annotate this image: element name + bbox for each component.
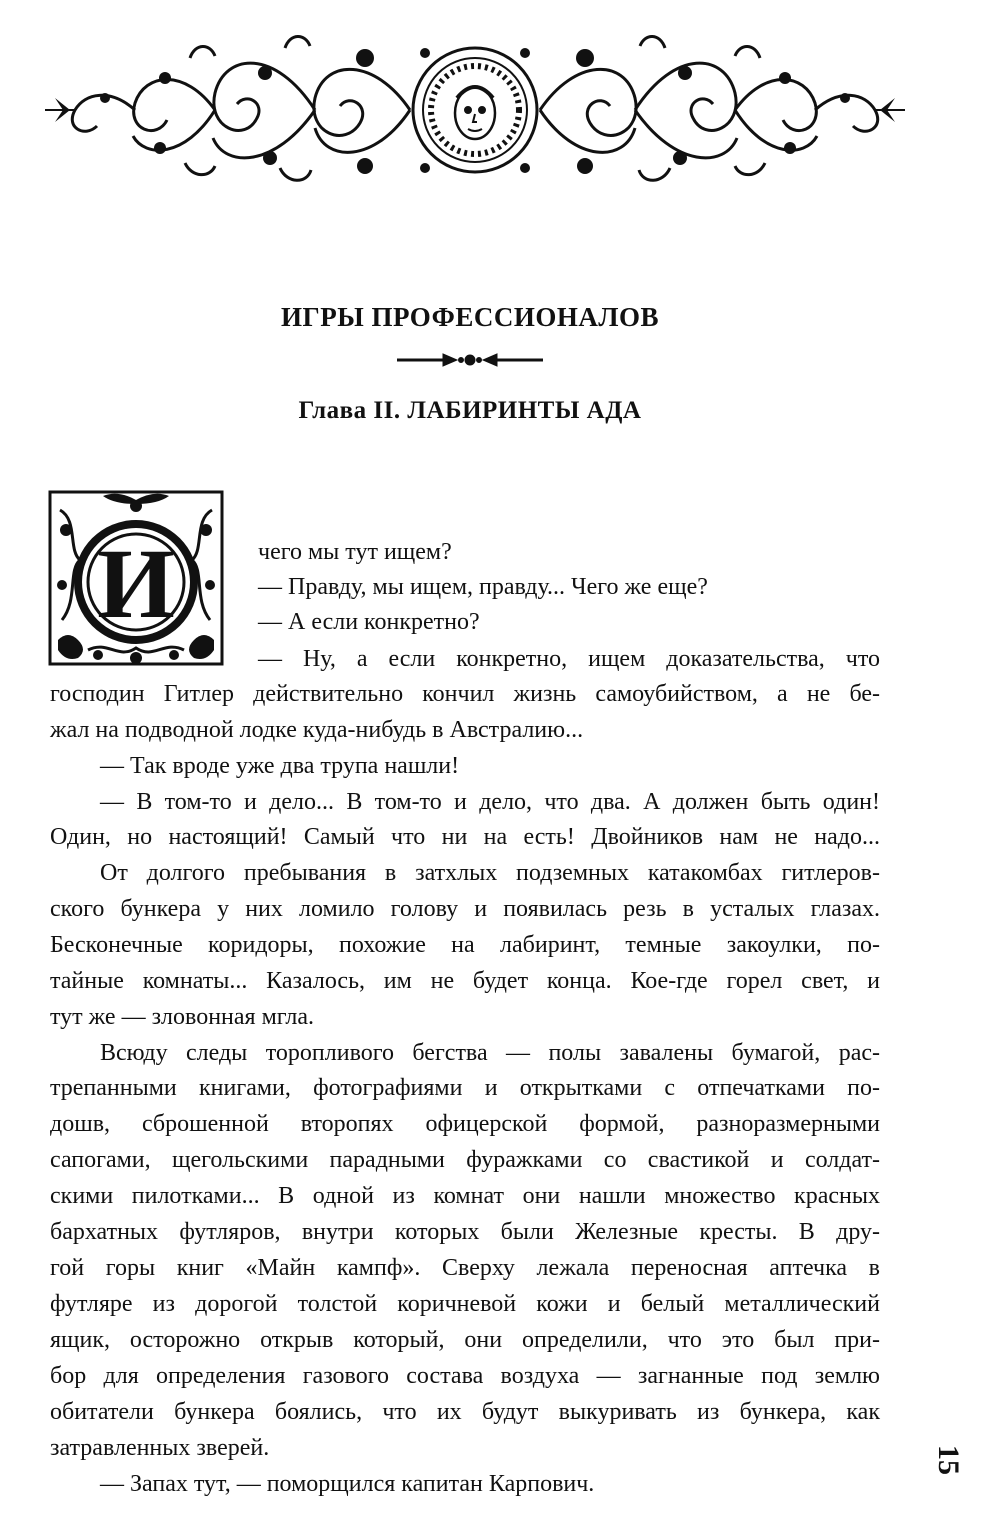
text-line: Один, но настоящий! Самый что ни на есть! Двойников нам не надо... xyxy=(50,824,880,850)
text-line: — Правду, мы ищем, правду... Чего же еще? xyxy=(258,574,708,600)
page-number: 15 xyxy=(932,1445,965,1475)
text-line: Бесконечные коридоры, похожие на лабиринт, темные закоулки, по- xyxy=(50,932,880,958)
book-title: ИГРЫ ПРОФЕССИОНАЛОВ xyxy=(281,302,659,332)
text-line: обитатели бункера боялись, что их будут выкуривать из бункера, как xyxy=(50,1399,880,1425)
text-line: футляре из дорогой толстой коричневой кожи и белый металлический xyxy=(50,1291,880,1317)
text-line: гой горы книг «Майн кампф». Сверху лежала переносная аптечка в xyxy=(50,1255,880,1281)
drop-cap-frame xyxy=(48,490,224,666)
text-line: жал на подводной лодке куда-нибудь в Австралию... xyxy=(50,717,584,743)
text-line: — В том-то и дело... В том-то и дело, что два. А должен быть один! xyxy=(100,789,880,815)
text-line: ящик, осторожно открыв который, они определили, что это был при- xyxy=(50,1327,880,1353)
text-line: — А если конкретно? xyxy=(258,609,480,635)
ornamental-header-band xyxy=(25,18,925,198)
text-line: От долгого пребывания в затхлых подземных катакомбах гитлеров- xyxy=(100,860,880,886)
text-line: ского бункера у них ломило голову и появилась резь в усталых глазах. xyxy=(50,896,880,922)
text-line: скими пилотками... В одной из комнат они нашли множество красных xyxy=(50,1183,880,1209)
text-line: дошв, сброшенной второпях офицерской формой, разноразмерными xyxy=(50,1111,880,1137)
chapter-title: Глава II. ЛАБИРИНТЫ АДА xyxy=(298,397,642,424)
text-line: — Запах тут, — поморщился капитан Карпович. xyxy=(100,1471,595,1497)
text-line: затравленных зверей. xyxy=(50,1435,270,1461)
drop-cap xyxy=(48,490,224,666)
text-line: господин Гитлер действительно кончил жизнь самоубийством, а не бе- xyxy=(50,681,880,707)
title-divider-ornament xyxy=(395,350,545,370)
drop-cap-letter: И xyxy=(97,528,175,639)
text-line: Всюду следы торопливого бегства — полы завалены бумагой, рас- xyxy=(100,1040,880,1066)
text-line: сапогами, щегольскими парадными фуражками со свастикой и солдат- xyxy=(50,1147,880,1173)
text-line: тайные комнаты... Казалось, им не будет конца. Кое-где горел свет, и xyxy=(50,968,880,994)
text-line: — Так вроде уже два трупа нашли! xyxy=(100,753,460,779)
text-line: трепанными книгами, фотографиями и открытками с отпечатками по- xyxy=(50,1075,880,1101)
text-line: бор для определения газового состава воздуха — загнанные под землю xyxy=(50,1363,880,1389)
text-line: тут же — зловонная мгла. xyxy=(50,1004,315,1030)
text-line: бархатных футляров, внутри которых были Железные кресты. В дру- xyxy=(50,1219,880,1245)
text-line: чего мы тут ищем? xyxy=(258,539,452,565)
text-line: — Ну, а если конкретно, ищем доказательства, что xyxy=(258,646,880,672)
